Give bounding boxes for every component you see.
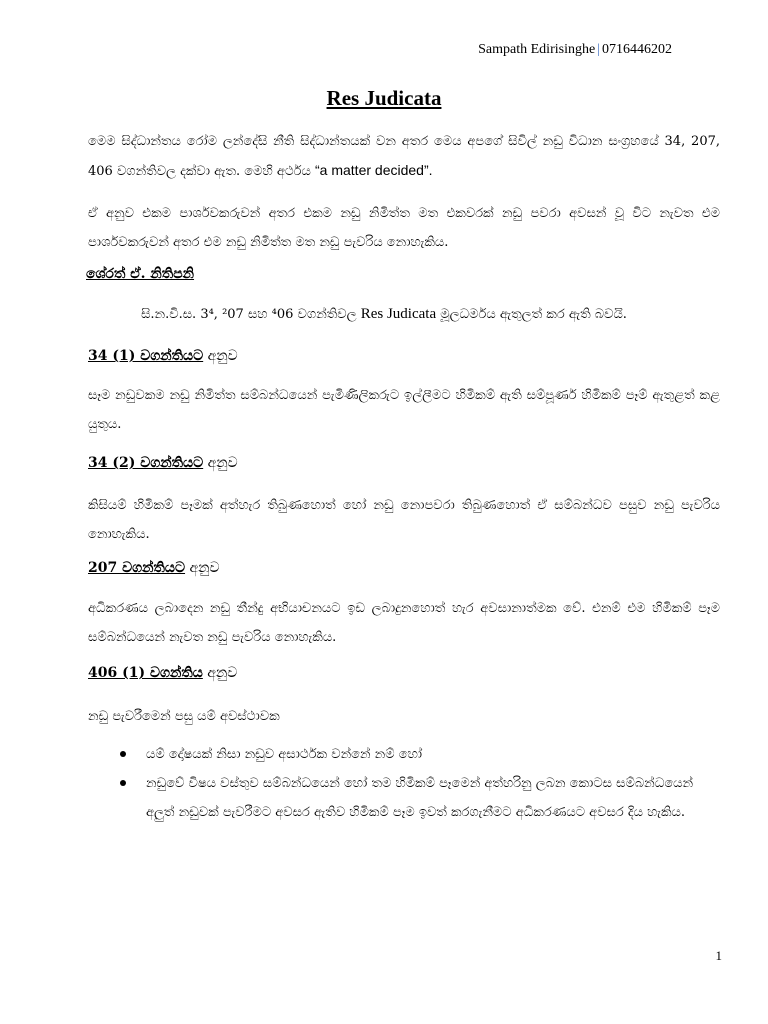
page-number: 1 bbox=[715, 948, 722, 963]
bullet-icon bbox=[120, 780, 126, 786]
bullet-icon bbox=[120, 751, 126, 757]
section-heading-207 bbox=[88, 560, 220, 576]
provisions-line-suffix: මූලධර්මය ඇතුලත් කර ඇති බවයි. bbox=[440, 307, 627, 322]
list-item-text: නඩුවේ විෂය වස්තුව සම්බන්ධයෙන් හෝ තම හිමිකම් පෑමෙන් අත්හරිනු ලබන කොටස සම්බන්ධයෙන් අලුත් නඩුවක් පැවරීමට අවසර ඇතිව හිමිකම් පෑම ඉවත් කරගැනීමට අධිකරණයට අවසර දිය හැකිය. bbox=[146, 776, 694, 820]
list-item bbox=[120, 740, 720, 769]
provisions-line bbox=[0, 306, 768, 323]
header-separator: | bbox=[597, 42, 600, 57]
section-heading-underlined: 406 (1) වගන්තිය bbox=[88, 665, 203, 681]
section-heading-rest: අනුව bbox=[185, 560, 220, 576]
section-heading-underlined: 207 වගන්තියට bbox=[88, 560, 186, 576]
section-body-207: අධිකරණය ලබාදෙන නඩු තීන්දු අභියාචනයට ඉඩ ලබාදුනහොත් හැර අවසානාත්මක වේ. එනම් එම හිමිකම් පෑම සම්බන්ධයෙන් නැවත නඩු පැවරිය නොහැකිය. bbox=[88, 601, 720, 645]
provisions-line-prefix: සි.න.වි.ස. 3⁴, ²07 සහ ⁴06 වගන්තිවල bbox=[141, 307, 357, 322]
section-heading-34-1 bbox=[88, 348, 238, 364]
provisions-heading bbox=[86, 266, 194, 282]
section-body-34-1: සෑම නඩුවකම නඩු නිමිත්ත සම්බන්ධයෙන් පැමිණිලිකරුට ඉල්ලීමට හිමිකම් ඇති සම්පූර්ණ හිමිකම් පෑම් ඇතුළත් කළ යුතුය. bbox=[88, 388, 720, 432]
section-heading-rest: අනුව bbox=[203, 455, 238, 471]
section-body-406-1: නඩු පැවරීමෙන් පසු යම් අවස්ථාවක bbox=[88, 709, 280, 724]
author-name: Sampath Edirisinghe bbox=[478, 42, 596, 57]
intro-paragraph-1 bbox=[88, 127, 720, 186]
list-item-text: යම් දෝෂයක් නිසා නඩුව අසාර්ථක වන්නේ නම් හෝ bbox=[146, 747, 423, 762]
list-item bbox=[120, 769, 720, 827]
section-heading-rest: අනුව bbox=[202, 665, 238, 681]
document-title: Res Judicata bbox=[326, 86, 442, 110]
section-body-34-2: කිසියම් හිමිකම් පෑමක් අත්හැර තිබුණහොත් හෝ නඩු නොපවරා තිබුණහොත් ඒ සම්බන්ධව පසුව නඩු පැවරිය නොහැකිය. bbox=[88, 498, 720, 542]
provisions-heading-text: ශේරත් ඒ. නිතිපනි bbox=[86, 266, 195, 282]
section-heading-34-2 bbox=[88, 455, 238, 471]
intro-paragraph-2: ඒ අනුව එකම පාර්ශවකරුවන් අතර එකම නඩු නිමිත්ත මත එකවරක් නඩු පවරා අවසන් වූ විට නැවත එම පාර්ශවකරුවන් අතර එම නඩු නිමිත්ත මත නඩු පැවරිය නොහැකිය. bbox=[88, 206, 720, 250]
section-heading-underlined: 34 (2) වගන්තියට bbox=[88, 455, 204, 471]
section-heading-rest: අනුව bbox=[203, 348, 238, 364]
page-header bbox=[478, 42, 672, 58]
intro-quote: “a matter decided”. bbox=[315, 162, 433, 178]
bullet-list bbox=[120, 740, 720, 827]
intro-paragraph-1-text: මෙම සිද්ධාන්තය රෝම ලන්දේසි නීති සිද්ධාන්තයක් වන අතර මෙය අපගේ සිවිල් නඩු විධාන සංග්‍රහයේ 34, 207, 406 වගන්තිවල දක්වා ඇත. මෙහි අර්ථය bbox=[88, 134, 720, 179]
section-heading-406-1 bbox=[88, 665, 237, 681]
provisions-line-en: Res Judicata bbox=[360, 306, 437, 322]
author-phone: 0716446202 bbox=[602, 42, 672, 57]
section-heading-underlined: 34 (1) වගන්තියට bbox=[88, 348, 204, 364]
